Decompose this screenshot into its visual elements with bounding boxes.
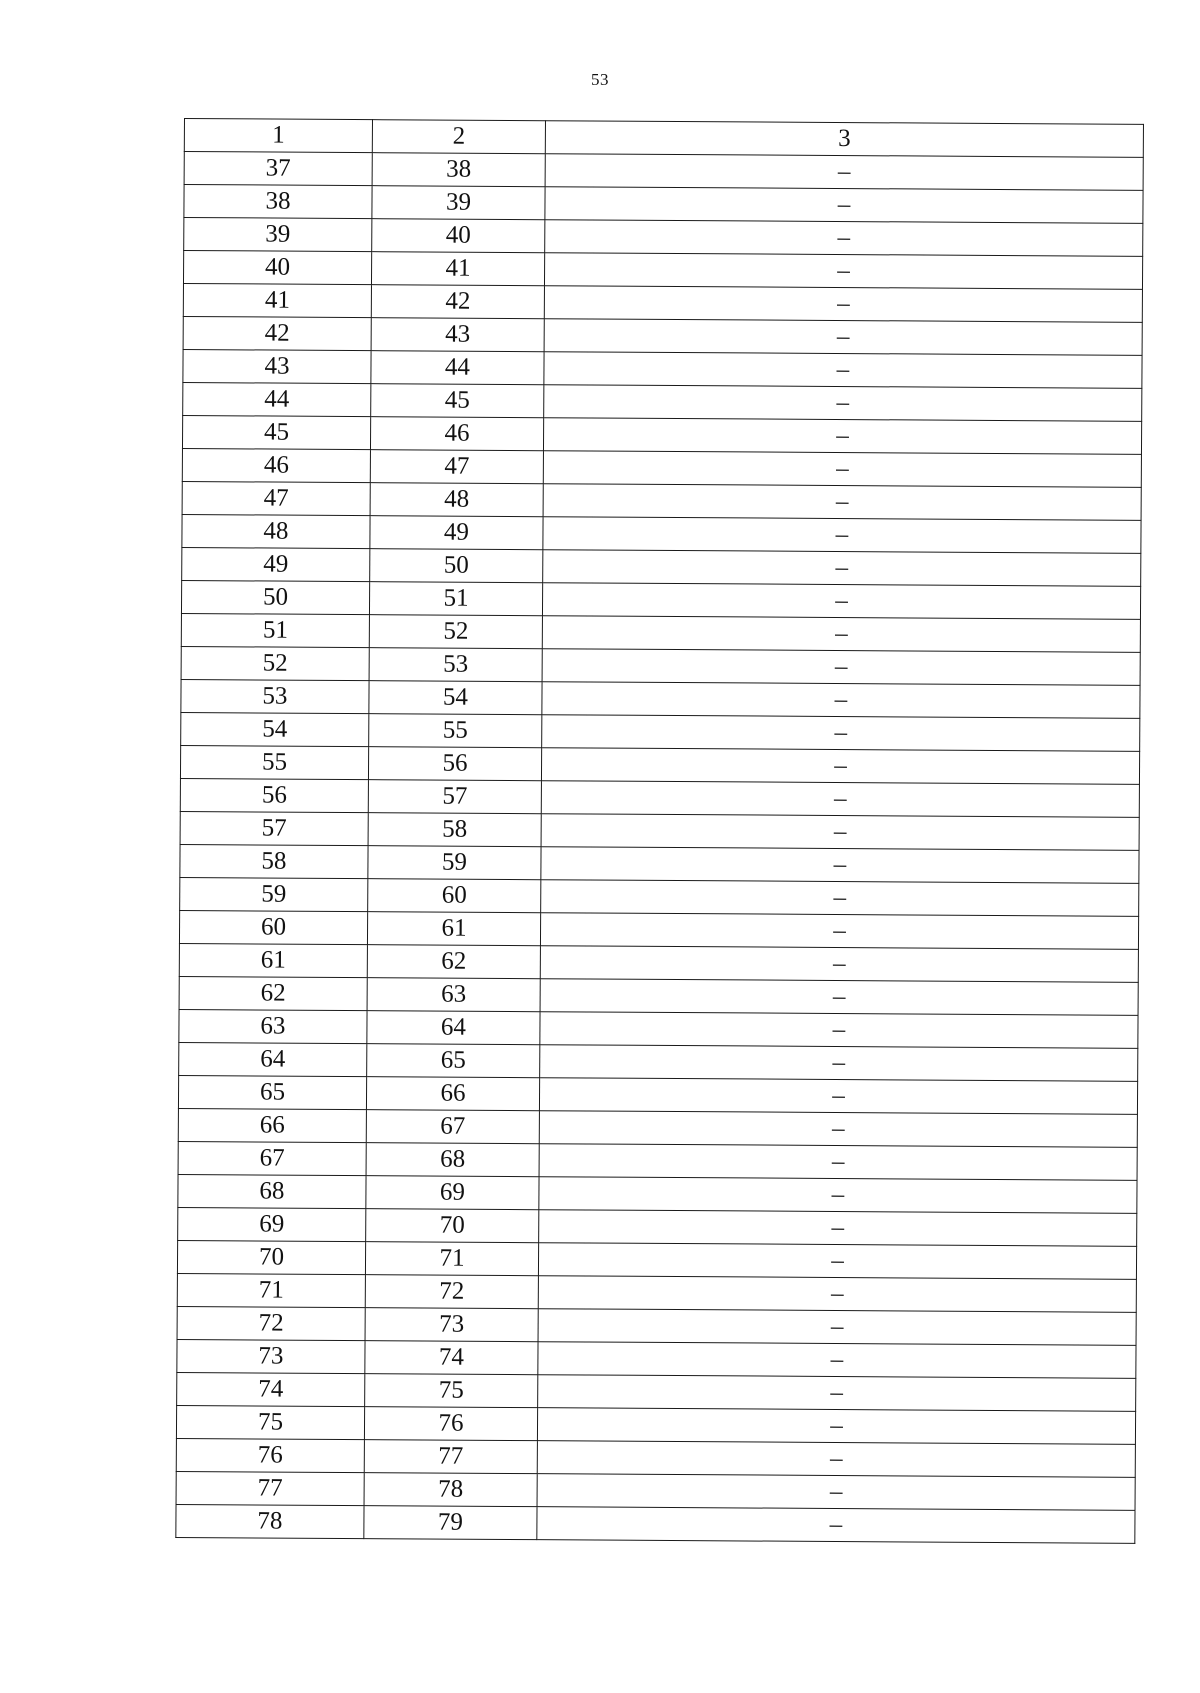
table-cell-col-1: 59 <box>180 877 368 911</box>
table-cell-col-1: 62 <box>179 976 367 1010</box>
table-cell-col-1: 64 <box>179 1042 367 1076</box>
table-cell-col-3: – <box>543 451 1141 488</box>
table-cell-col-1: 53 <box>181 679 369 713</box>
table-cell-col-1: 52 <box>181 646 369 680</box>
column-header-1: 1 <box>184 119 372 153</box>
table-cell-col-3: – <box>541 847 1139 884</box>
table-cell-col-2: 47 <box>370 450 543 484</box>
table-cell-col-1: 46 <box>182 448 370 482</box>
table-cell-col-1: 63 <box>179 1009 367 1043</box>
table-cell-col-1: 50 <box>181 580 369 614</box>
table-cell-col-1: 48 <box>182 514 370 548</box>
table-cell-col-3: – <box>539 1111 1137 1148</box>
column-header-3: 3 <box>545 121 1143 158</box>
table-cell-col-3: – <box>540 1012 1138 1049</box>
table-cell-col-1: 77 <box>176 1471 364 1505</box>
table-cell-col-3: – <box>542 616 1140 653</box>
table-cell-col-3: – <box>543 517 1141 554</box>
table-cell-col-1: 57 <box>180 811 368 845</box>
table-cell-col-1: 74 <box>177 1372 365 1406</box>
table-cell-col-2: 52 <box>369 615 542 649</box>
table-cell-col-1: 37 <box>184 152 372 186</box>
table-cell-col-2: 69 <box>366 1176 539 1210</box>
table-cell-col-3: – <box>538 1375 1136 1412</box>
table-cell-col-1: 70 <box>177 1240 365 1274</box>
table-cell-col-2: 59 <box>368 846 541 880</box>
table-cell-col-3: – <box>538 1276 1136 1313</box>
table-cell-col-3: – <box>537 1474 1135 1511</box>
table-cell-col-2: 50 <box>370 549 543 583</box>
table-cell-col-2: 44 <box>371 351 544 385</box>
table-cell-col-1: 75 <box>176 1405 364 1439</box>
data-table <box>175 118 1144 1544</box>
table-cell-col-3: – <box>537 1441 1135 1478</box>
table-cell-col-1: 66 <box>178 1108 366 1142</box>
page-number: 53 <box>591 70 609 89</box>
table-cell-col-1: 45 <box>182 415 370 449</box>
table-cell-col-1: 39 <box>184 218 372 252</box>
table-cell-col-1: 47 <box>182 481 370 515</box>
table-cell-col-3: – <box>538 1243 1136 1280</box>
table-cell-col-1: 61 <box>179 943 367 977</box>
table-cell-col-3: – <box>545 220 1143 257</box>
table-cell-col-2: 41 <box>371 252 544 286</box>
table-cell-col-2: 61 <box>367 912 540 946</box>
table-cell-col-2: 74 <box>365 1341 538 1375</box>
table-cell-col-3: – <box>540 1045 1138 1082</box>
table-cell-col-3: – <box>541 748 1139 785</box>
table-cell-col-2: 39 <box>372 186 545 220</box>
table-cell-col-3: – <box>541 880 1139 917</box>
table-cell-col-1: 73 <box>177 1339 365 1373</box>
table-cell-col-1: 68 <box>178 1174 366 1208</box>
table-cell-col-1: 44 <box>183 382 371 416</box>
table-cell-col-3: – <box>542 682 1140 719</box>
table-cell-col-3: – <box>539 1078 1137 1115</box>
table-cell-col-2: 63 <box>367 978 540 1012</box>
table-cell-col-2: 65 <box>367 1044 540 1078</box>
table-cell-col-2: 67 <box>366 1110 539 1144</box>
table-cell-col-3: – <box>542 649 1140 686</box>
table-cell-col-2: 56 <box>368 747 541 781</box>
table-cell-col-2: 70 <box>366 1209 539 1243</box>
table-row <box>176 1504 1135 1543</box>
table-cell-col-3: – <box>540 946 1138 983</box>
table-cell-col-3: – <box>543 484 1141 521</box>
table-cell-col-2: 60 <box>368 879 541 913</box>
table-cell-col-2: 43 <box>371 318 544 352</box>
table-cell-col-3: – <box>543 418 1141 455</box>
table-cell-col-2: 53 <box>369 648 542 682</box>
column-header-2: 2 <box>372 120 545 154</box>
table-cell-col-2: 64 <box>367 1011 540 1045</box>
table-cell-col-3: – <box>541 814 1139 851</box>
table-cell-col-1: 76 <box>176 1438 364 1472</box>
table-cell-col-2: 75 <box>365 1374 538 1408</box>
table-cell-col-1: 67 <box>178 1141 366 1175</box>
table-cell-col-1: 38 <box>184 185 372 219</box>
table-cell-col-1: 60 <box>179 910 367 944</box>
table-cell-col-2: 66 <box>366 1077 539 1111</box>
table-cell-col-1: 72 <box>177 1306 365 1340</box>
table-cell-col-2: 77 <box>364 1440 537 1474</box>
table-cell-col-3: – <box>544 385 1142 422</box>
table-cell-col-3: – <box>542 583 1140 620</box>
table-cell-col-3: – <box>545 154 1143 191</box>
table-cell-col-3: – <box>538 1342 1136 1379</box>
table-cell-col-1: 41 <box>183 283 371 317</box>
table-body <box>176 152 1143 1544</box>
table-cell-col-2: 55 <box>369 714 542 748</box>
table-cell-col-2: 57 <box>368 780 541 814</box>
table-cell-col-3: – <box>538 1309 1136 1346</box>
table-cell-col-2: 73 <box>365 1308 538 1342</box>
table-cell-col-3: – <box>540 913 1138 950</box>
table-cell-col-1: 58 <box>180 844 368 878</box>
table-cell-col-1: 54 <box>181 712 369 746</box>
table-cell-col-3: – <box>544 319 1142 356</box>
table-cell-col-1: 56 <box>180 778 368 812</box>
table-cell-col-3: – <box>537 1507 1135 1544</box>
table-cell-col-1: 40 <box>183 251 371 285</box>
table-cell-col-3: – <box>537 1408 1135 1445</box>
table-cell-col-1: 69 <box>178 1207 366 1241</box>
table-cell-col-1: 43 <box>183 349 371 383</box>
table-cell-col-2: 79 <box>364 1506 537 1540</box>
table-cell-col-2: 45 <box>371 384 544 418</box>
table-cell-col-3: – <box>542 715 1140 752</box>
table-cell-col-1: 65 <box>178 1075 366 1109</box>
table-cell-col-3: – <box>544 253 1142 290</box>
table-cell-col-1: 42 <box>183 316 371 350</box>
table-cell-col-2: 58 <box>368 813 541 847</box>
table-cell-col-2: 71 <box>365 1242 538 1276</box>
table-cell-col-3: – <box>544 352 1142 389</box>
table-cell-col-1: 55 <box>180 745 368 779</box>
table-cell-col-1: 71 <box>177 1273 365 1307</box>
table-cell-col-1: 78 <box>176 1504 364 1538</box>
table-cell-col-3: – <box>541 781 1139 818</box>
table-cell-col-3: – <box>539 1144 1137 1181</box>
table-cell-col-2: 54 <box>369 681 542 715</box>
table-cell-col-2: 72 <box>365 1275 538 1309</box>
table-cell-col-2: 38 <box>372 153 545 187</box>
table-cell-col-2: 42 <box>371 285 544 319</box>
table-cell-col-3: – <box>545 187 1143 224</box>
table-cell-col-2: 48 <box>370 483 543 517</box>
table-cell-col-3: – <box>539 1210 1137 1247</box>
table-cell-col-2: 51 <box>369 582 542 616</box>
table-cell-col-2: 78 <box>364 1473 537 1507</box>
table-cell-col-2: 40 <box>372 219 545 253</box>
table-cell-col-2: 68 <box>366 1143 539 1177</box>
table-cell-col-2: 62 <box>367 945 540 979</box>
table-cell-col-3: – <box>543 550 1141 587</box>
table-cell-col-3: – <box>540 979 1138 1016</box>
table-cell-col-2: 49 <box>370 516 543 550</box>
table-cell-col-1: 51 <box>181 613 369 647</box>
table-cell-col-3: – <box>544 286 1142 323</box>
table-cell-col-3: – <box>539 1177 1137 1214</box>
table-cell-col-2: 76 <box>364 1407 537 1441</box>
table-cell-col-2: 46 <box>370 417 543 451</box>
table-cell-col-1: 49 <box>182 547 370 581</box>
